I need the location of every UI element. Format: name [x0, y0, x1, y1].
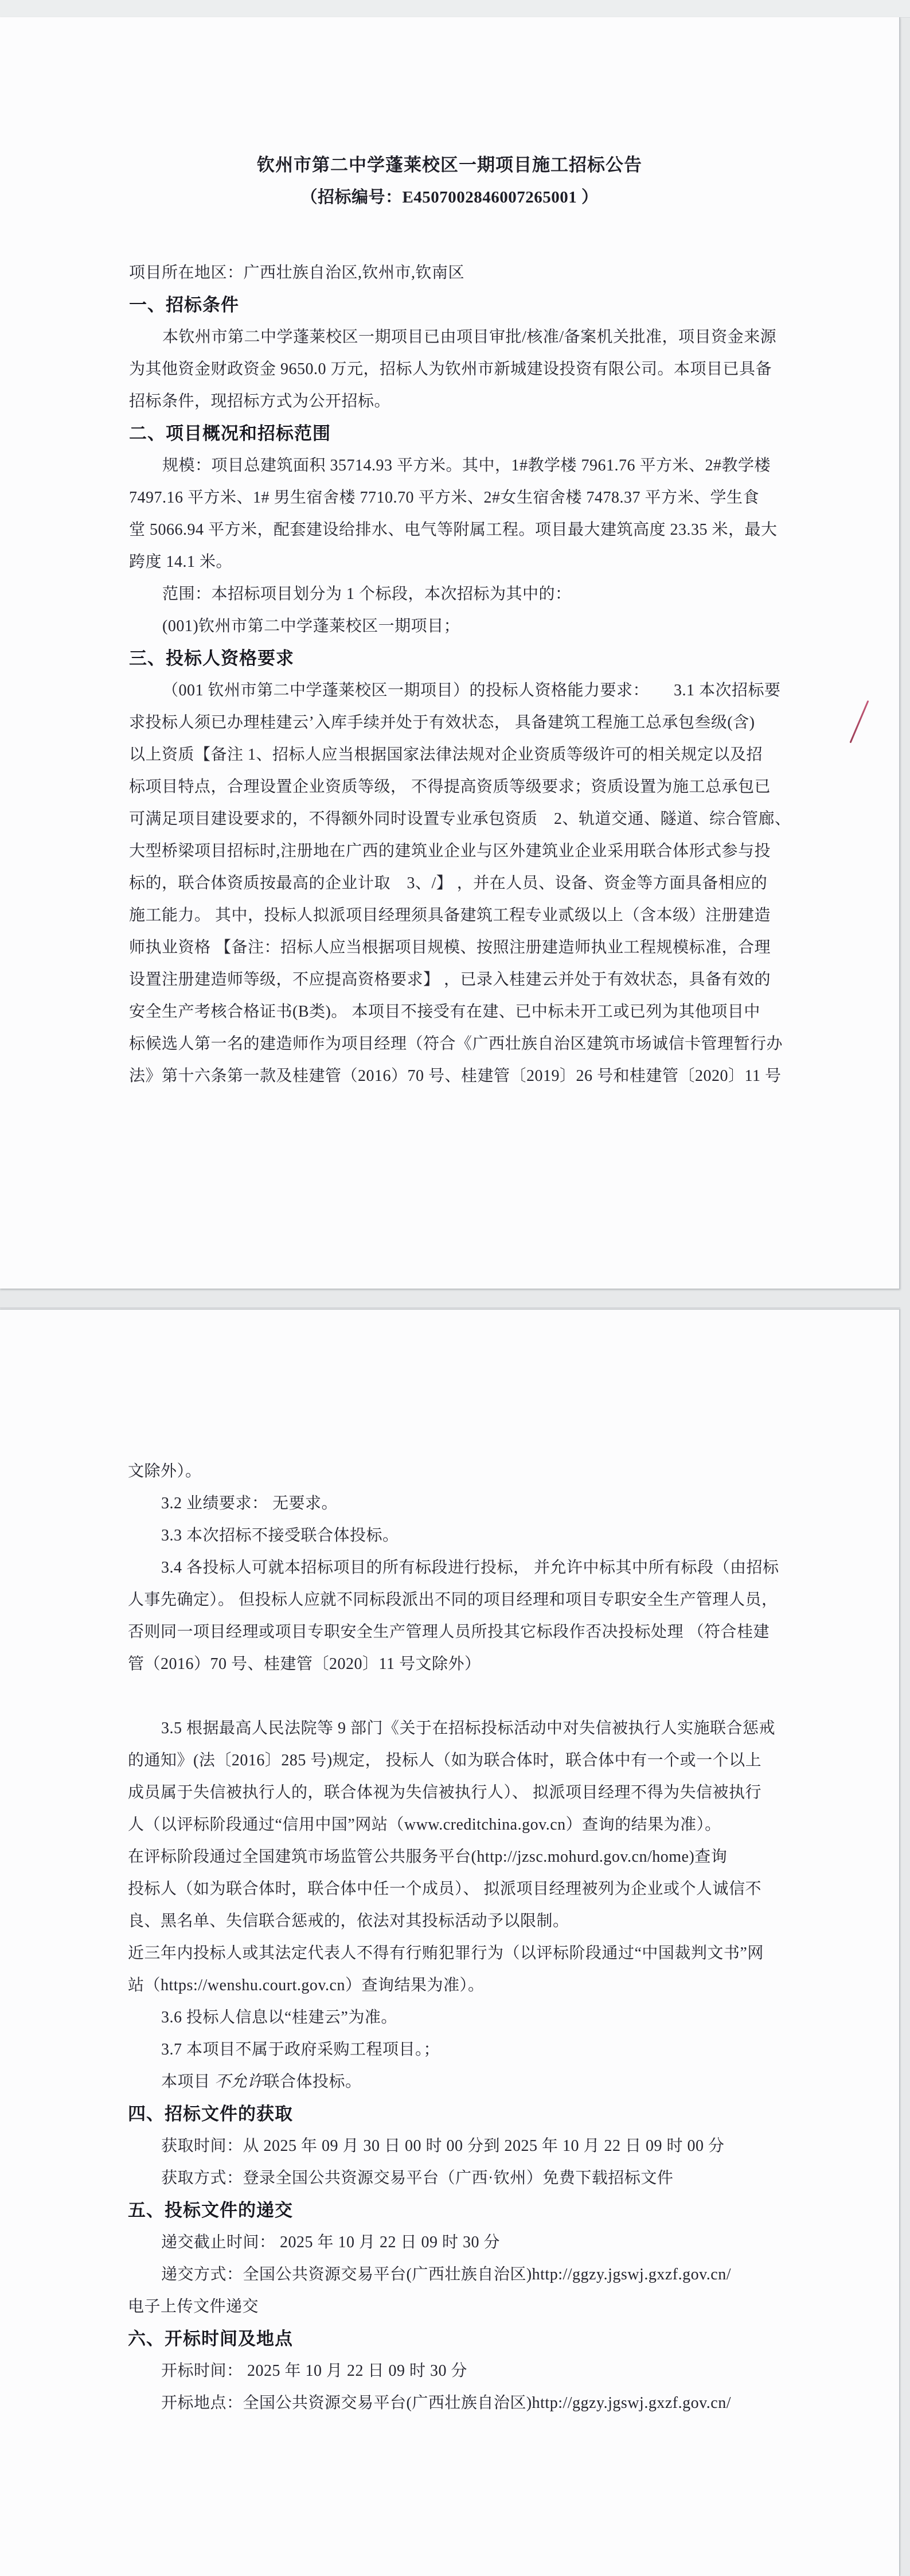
text-line: 为其他资金财政资金 9650.0 万元，招标人为钦州市新城建设投资有限公司。本项目已具备 — [129, 360, 772, 378]
text-line: 否则同一项目经理或项目专职安全生产管理人员所投其它标段作否决投标处理 （符合桂建 — [128, 1623, 770, 1641]
text-line: 设置注册建造师等级，不应提高资格要求】 ，已录入桂建云并处于有效状态，具备有效的 — [129, 971, 771, 989]
text-line: 成员属于失信被执行人的，联合体视为失信被执行人）、 拟派项目经理不得为失信被执行 — [128, 1784, 762, 1801]
text-line: 3.6 投标人信息以“桂建云”为准。 — [161, 2009, 397, 2026]
text-line: 递交方式：全国公共资源交易平台(广西壮族自治区)http://ggzy.jgswj.gxzf.gov.cn/ — [161, 2266, 731, 2283]
text-line: 可满足项目建设要求的，不得额外同时设置专业承包资质 2、轨道交通、隧道、综合管廊、 — [129, 810, 791, 828]
doc-title: 钦州市第二中学蓬莱校区一期项目施工招标公告 — [257, 155, 642, 175]
text-line: 获取方式：登录全国公共资源交易平台（广西·钦州）免费下载招标文件 — [161, 2169, 674, 2187]
page-1-content — [0, 17, 899, 1092]
doc-tender-number: （招标编号：E4507002846007265001 ） — [300, 188, 599, 207]
text-line: 7497.16 平方米、1# 男生宿舍楼 7710.70 平方米、2#女生宿舍楼 7478.37 平方米、学生食 — [129, 489, 760, 507]
section-heading: 三、投标人资格要求 — [129, 648, 294, 668]
spacer — [129, 213, 833, 246]
text-line: 递交截止时间： 2025 年 10 月 22 日 09 时 30 分 — [161, 2233, 501, 2251]
page-2-content — [0, 1310, 899, 2419]
text-line: 3.3 本次招标不接受联合体投标。 — [161, 1527, 399, 1544]
section-heading: 一、招标条件 — [129, 295, 239, 315]
plain-text: 本项目 — [161, 2073, 215, 2091]
text-line: （001 钦州市第二中学蓬莱校区一期项目）的投标人资格能力要求： 3.1 本次招标要 — [162, 682, 781, 699]
text-line: 人（以评标阶段通过“信用中国”网站（www.creditchina.gov.cn）查询的结果为准）。 — [128, 1816, 721, 1834]
text-line: 电子上传文件递交 — [128, 2298, 259, 2316]
text-line: 以上资质【备注 1、招标人应当根据国家法律法规对企业资质等级许可的相关规定以及招 — [129, 746, 763, 764]
text-line: 大型桥梁项目招标时,注册地在广西的建筑业企业与区外建筑业企业采用联合体形式参与投 — [129, 842, 771, 860]
text-line: 3.2 业绩要求： 无要求。 — [161, 1495, 338, 1512]
section-heading: 二、项目概况和招标范围 — [129, 423, 331, 443]
text-line: 3.5 根据最高人民法院等 9 部门《关于在招标投标活动中对失信被执行人实施联合惩戒 — [161, 1719, 776, 1737]
text-line: 法》第十六条第一款及桂建管（2016）70 号、桂建管〔2019〕26 号和桂建管〔2020〕11 号 — [129, 1067, 782, 1085]
text-line: 获取时间：从 2025 年 09 月 30 日 00 时 00 分到 2025 年 10 月 22 日 09 时 00 分 — [161, 2137, 725, 2155]
text-line: 投标人（如为联合体时，联合体中任一个成员）、 拟派项目经理被列为企业或个人诚信不 — [128, 1880, 762, 1898]
text-line: 在评标阶段通过全国建筑市场监管公共服务平台(http://jzsc.mohurd.gov.cn/home)查询 — [128, 1848, 728, 1866]
spacer — [128, 1680, 833, 1713]
text-line: 堂 5066.94 平方米，配套建设给排水、电气等附属工程。项目最大建筑高度 23.35 米，最大 — [129, 521, 778, 539]
text-line: 的通知》(法〔2016〕285 号)规定， 投标人（如为联合体时，联合体中有一个或一个以上 — [128, 1752, 762, 1769]
text-line: 规模：项目总建筑面积 35714.93 平方米。其中，1#教学楼 7961.76 平方米、2#教学楼 — [162, 457, 771, 474]
text-line: 师执业资格 【备注：招标人应当根据项目规模、按照注册建造师执业工程规模标准，合理 — [129, 939, 771, 956]
section-heading: 五、投标文件的递交 — [128, 2200, 293, 2220]
text-line: 开标时间： 2025 年 10 月 22 日 09 时 30 分 — [161, 2362, 468, 2380]
text-line: 施工能力。 其中，投标人拟派项目经理须具备建筑工程专业贰级以上（含本级）注册建造 — [129, 906, 771, 924]
text-line: 站（https://wenshu.court.gov.cn）查询结果为准）。 — [128, 1976, 485, 1994]
text-line: 良、黑名单、失信联合惩戒的，依法对其投标活动予以限制。 — [128, 1912, 569, 1930]
plain-text: 联合体投标。 — [263, 2073, 362, 2091]
text-line: 本钦州市第二中学蓬莱校区一期项目已由项目审批/核准/备案机关批准，项目资金来源 — [162, 328, 777, 346]
text-line: 安全生产考核合格证书(B类)。 本项目不接受有在建、已中标未开工或已列为其他项目中 — [129, 1003, 760, 1021]
scan-edge-strip — [0, 0, 910, 18]
text-line: 3.7 本项目不属于政府采购工程项目。； — [161, 2041, 440, 2059]
text-line: 标项目特点，合理设置企业资质等级， 不得提高资质等级要求；资质设置为施工总承包已 — [129, 778, 771, 796]
text-line: 管（2016）70 号、桂建管〔2020〕11 号文除外） — [128, 1655, 481, 1673]
text-line: 求投标人须已办理桂建云’入库手续并处于有效状态， 具备建筑工程施工总承包叁级(含) — [129, 714, 755, 731]
text-line: 人事先确定）。 但投标人应就不同标段派出不同的项目经理和项目专职安全生产管理人员， — [128, 1591, 778, 1609]
text-line: 开标地点：全国公共资源交易平台(广西壮族自治区)http://ggzy.jgswj.gxzf.gov.cn/ — [161, 2394, 731, 2412]
text-line: (001)钦州市第二中学蓬莱校区一期项目； — [162, 617, 460, 635]
text-line: 范围：本招标项目划分为 1 个标段，本次招标为其中的： — [162, 585, 572, 603]
emphasized-text: 不允许 — [214, 2073, 264, 2091]
page-1 — [0, 17, 900, 1289]
section-heading: 四、招标文件的获取 — [128, 2104, 293, 2124]
text-line: 招标条件，现招标方式为公开招标。 — [129, 392, 391, 410]
text-line: 跨度 14.1 米。 — [129, 553, 233, 571]
page-2 — [0, 1309, 900, 2576]
text-line: 3.4 各投标人可就本招标项目的所有标段进行投标， 并允许中标其中所有标段（由招标 — [161, 1559, 779, 1577]
doc-meta-line: 项目所在地区：广西壮族自治区,钦州市,钦南区 — [129, 264, 465, 282]
text-line: 标候选人第一名的建造师作为项目经理（符合《广西壮族自治区建筑市场诚信卡管理暂行办 — [129, 1035, 783, 1053]
text-line: 标的，联合体资质按最高的企业计取 3、/】 ，并在人员、设备、资金等方面具备相应的 — [129, 874, 768, 892]
text-line — [128, 2066, 833, 2098]
section-heading: 六、开标时间及地点 — [128, 2329, 293, 2349]
text-line: 文除外）。 — [128, 1462, 202, 1480]
text-line: 近三年内投标人或其法定代表人不得有行贿犯罪行为（以评标阶段通过“中国裁判文书”网 — [128, 1944, 764, 1962]
